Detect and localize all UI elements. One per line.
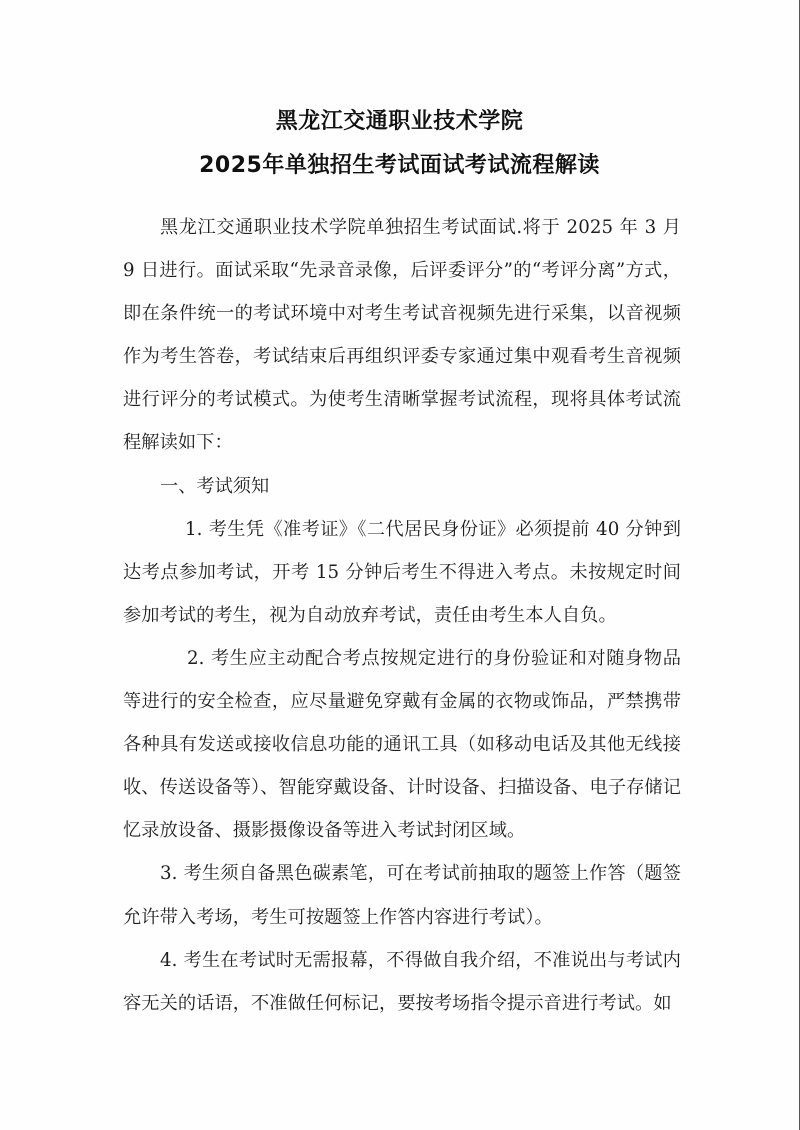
notice-item-4: 4. 考生在考试时无需报幕，不得做自我介绍，不准说出与考试内容无关的话语，不准做任何标记，要按考场指令提示音进行考试。如 <box>123 949 681 1014</box>
section-heading-exam-notice: 一、考试须知 <box>160 475 270 497</box>
intro-paragraph: 黑龙江交通职业技术学院单独招生考试面试.将于 2025 年 3 月 9 日进行。面试采取“先录音录像，后评委评分”的“考评分离”方式，即在条件统一的考试环境中对考生考试音视频先进行采集，以音视频作为考生答卷，考试结束后再组织评委专家通过集中观看考生音视频进行评分的考试模式。为使考生清晰掌握考试流程，现将具体考试流程解读如下： <box>123 217 681 454</box>
document-body <box>123 206 681 1025</box>
document-title <box>0 100 799 188</box>
notice-item-2: 2. 考生应主动配合考点按规定进行的身份验证和对随身物品等进行的安全检查，应尽量避免穿戴有金属的衣物或饰品，严禁携带各种具有发送或接收信息功能的通讯工具（如移动电话及其他无线接收、传送设备等）、智能穿戴设备、计时设备、扫描设备、电子存储记忆录放设备、摄影摄像设备等进入考试封闭区域。 <box>123 647 681 842</box>
notice-item-3: 3. 考生须自备黑色碳素笔，可在考试前抽取的题签上作答（题签允许带入考场，考生可按题签上作答内容进行考试）。 <box>123 863 681 928</box>
title-subject: 2025年单独招生考试面试考试流程解读 <box>199 153 600 178</box>
title-institution: 黑龙江交通职业技术学院 <box>275 109 524 134</box>
notice-item-1: 1. 考生凭《准考证》《二代居民身份证》必须提前 40 分钟到达考点参加考试，开考 15 分钟后考生不得进入考点。未按规定时间参加考试的考生，视为自动放弃考试，责任由考生本人自负。 <box>123 518 681 626</box>
